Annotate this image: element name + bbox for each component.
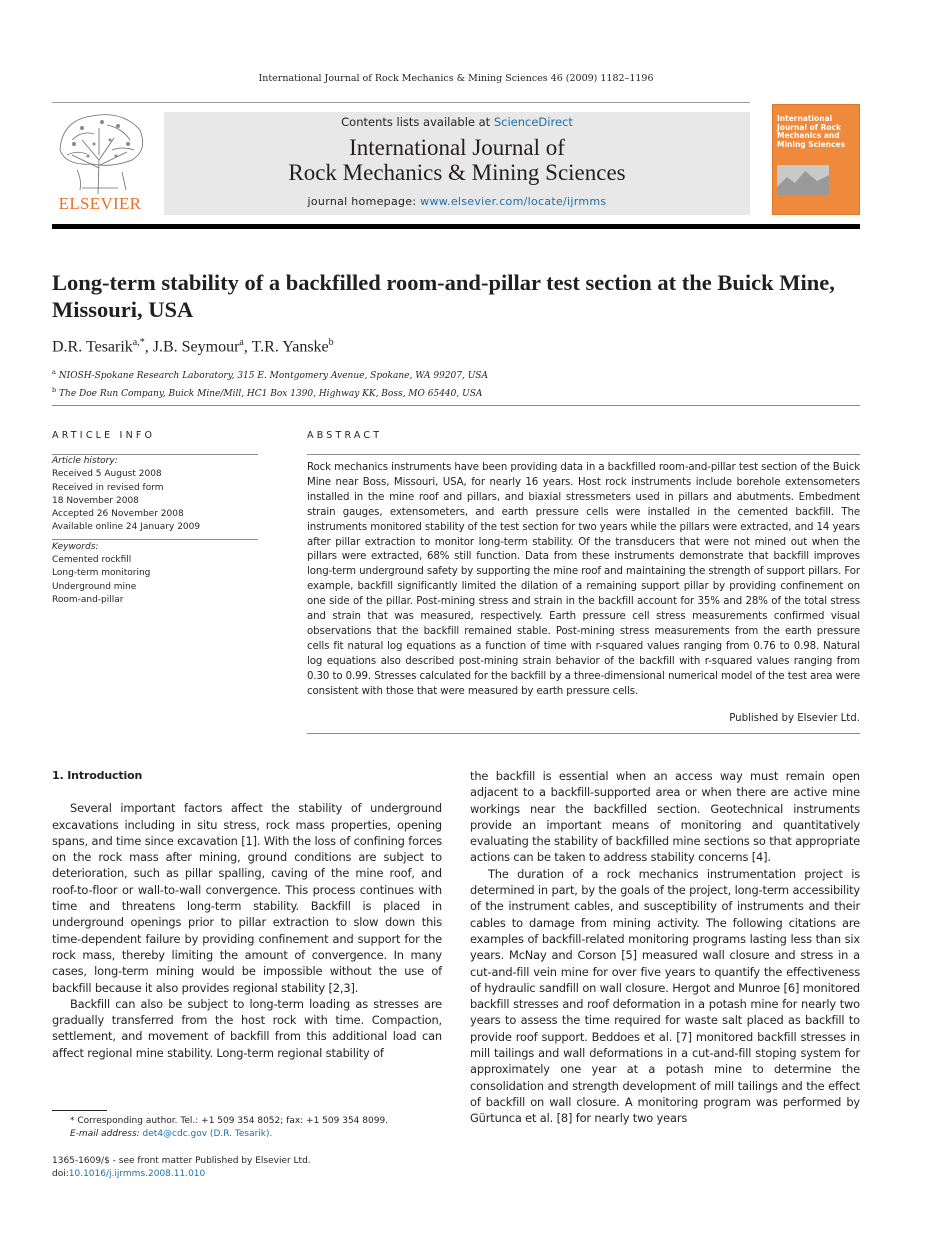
- affiliation-text: The Doe Run Company, Buick Mine/Mill, HC1 Box 1390, Highway KK, Boss, MO 65440, USA: [59, 388, 483, 399]
- journal-name: [164, 135, 750, 185]
- affiliations: [52, 366, 488, 401]
- author-affiliation-marker[interactable]: b: [328, 337, 334, 348]
- contents-prefix: Contents lists available at: [341, 115, 491, 129]
- section-heading-introduction: 1. Introduction: [52, 769, 143, 782]
- author-affiliation-marker[interactable]: a: [239, 337, 244, 348]
- title-section-divider: [52, 405, 860, 406]
- history-item: Accepted 26 November 2008: [52, 509, 184, 520]
- affiliation-item: [52, 384, 488, 402]
- author-email-link[interactable]: det4@cdc.gov (D.R. Tesarik).: [142, 1129, 273, 1139]
- history-item: Available online 24 January 2009: [52, 522, 201, 533]
- author-affiliation-marker[interactable]: a,*: [132, 337, 145, 348]
- footnote-contact: * Corresponding author. Tel.: +1 509 354 8052; fax: +1 509 354 8099.: [70, 1116, 389, 1126]
- footnote-rule: [52, 1110, 107, 1111]
- keyword-item: Underground mine: [52, 581, 137, 592]
- email-label: E-mail address:: [70, 1129, 140, 1139]
- history-item: Received in revised form: [52, 482, 164, 493]
- article-info-panel: [52, 455, 258, 607]
- cover-title: International Journal of Rock Mechanics and Mining Sciences: [777, 114, 846, 149]
- body-paragraph: the backfill is essential when an access way must remain open adjacent to a backfill-supported area or when there are active mine workings near the backfilled section. Geotechnical instruments provide an important means of monitoring and quantitatively evaluating the stability of backfilled mine sections so that appropriate actions can be taken to address stability concerns [4].: [470, 769, 860, 865]
- body-paragraph: Several important factors affect the stability of underground excavations including in situ stress, rock mass properties, opening spans, and time since excavation [1]. With the loss of confining forces on the rock mass after mining, ground conditions are subject to deterioration, such as pillar spalling, caving of the mine roof, and roof-to-floor or wall-to-wall convergence. This process continues with time and threatens long-term stability. Backfill is placed in underground openings prior to pillar extraction to slow down this time-dependent failure by providing confinement and support for the rock mass, thereby limiting the amount of convergence. In many cases, long-term mining would be impossible without the use of backfill because it also provides regional stability [2,3].: [52, 801, 442, 995]
- header-divider: [52, 102, 750, 103]
- body-paragraph: The duration of a rock mechanics instrumentation project is determined in part, by the goals of the project, long-term accessibility of the instrument cables, and susceptibility of instruments and their cables to damage from mining activity. The following citations are examples of backfill-related monitoring programs lasting less than six years. McNay and Corson [5] measured wall closure and stress in a cut-and-fill vein mine for over five years to quantify the effectiveness of hydraulic sandfill on wall closure. Hergot and Munroe [6] monitored backfill stresses and roof deformation in a potash mine for nearly two years to assess the time required for waste salt placed as backfill to provide roof support. Beddoes et al. [7] monitored backfill stresses in mill tailings and wall deformations in a cut-and-fill stoping system for approximately one year at a potash mine to determine the consolidation and strength development of mill tailings and the effect of backfill on wall closure. A monitoring program was performed by Gürtunca et al. [8] for nearly two years: [470, 866, 860, 1126]
- journal-cover-thumbnail[interactable]: [772, 104, 860, 215]
- keywords-label: Keywords:: [52, 541, 99, 552]
- history-label: Article history:: [52, 456, 118, 466]
- abstract-top-rule: [307, 454, 860, 455]
- author-name[interactable]: T.R. Yanske: [251, 338, 329, 356]
- affiliation-marker: a: [52, 368, 56, 376]
- keyword-item: Cemented rockfill: [52, 555, 132, 566]
- journal-masthead: [52, 104, 860, 216]
- doi-link[interactable]: 10.1016/j.ijrmms.2008.11.010: [68, 1169, 206, 1179]
- body-paragraph: Backfill can also be subject to long-term loading as stresses are gradually transferred from the host rock with time. Compaction, settlement, and movement of backfill from this additional load can affect regional mine stability. Long-term regional stability of: [52, 996, 442, 1060]
- affiliation-text: NIOSH-Spokane Research Laboratory, 315 E. Montgomery Avenue, Spokane, WA 99207, USA: [58, 371, 488, 381]
- journal-name-line1: International Journal of: [349, 135, 565, 160]
- doi-label: doi:: [52, 1169, 69, 1179]
- homepage-line: [164, 195, 750, 208]
- journal-homepage-link[interactable]: www.elsevier.com/locate/ijrmms: [420, 195, 607, 208]
- contents-line: [164, 115, 750, 129]
- published-by: Published by Elsevier Ltd.: [729, 713, 860, 724]
- running-head: International Journal of Rock Mechanics & Mining Sciences 46 (2009) 1182–1196: [258, 73, 654, 84]
- journal-name-line2: Rock Mechanics & Mining Sciences: [288, 160, 626, 185]
- issn-line: 1365-1609/$ - see front matter Published by Elsevier Ltd.: [52, 1156, 311, 1166]
- affiliation-marker: b: [52, 385, 57, 394]
- homepage-prefix: journal homepage:: [307, 195, 417, 208]
- sciencedirect-link[interactable]: ScienceDirect: [493, 115, 573, 129]
- masthead-bottom-rule: [52, 224, 860, 229]
- keyword-item: Room-and-pillar: [52, 594, 124, 605]
- journal-banner: [164, 112, 750, 215]
- author-list: D.R. Tesarik$^{a,*}$, J.B. Seymour$^a$, T.R. Yanske$^b$: [52, 337, 334, 356]
- article-info-heading: ARTICLE INFO: [52, 430, 156, 441]
- affiliation-item: [52, 366, 488, 384]
- abstract-heading: ABSTRACT: [307, 430, 383, 441]
- body-right-column: [470, 768, 860, 1127]
- body-left-column: [52, 768, 442, 1061]
- cover-rock-icon: [777, 165, 829, 195]
- abstract-text: Rock mechanics instruments have been providing data in a backfilled room-and-pillar test section of the Buick Mine near Boss, Missouri, USA, for nearly 16 years. Host rock instruments include borehole extensometers installed in the mine roof and pillars, and biaxial stressmeters used in pillars and abutments. Embedment strain gauges, extensometers, and earth pressure cells were installed in the cemented backfill. The instruments monitored stability of the test section for two years while the pillars were extracted, and 14 years after pillar extraction to monitor long-term stability. Of the transducers that were not mined out when the pillars were extracted, 68% still function. Data from these instruments demonstrate that backfill improves long-term underground safety by supporting the mine roof and maintaining the strength of support pillars. For example, backfill significantly limited the dilation of a remaining support pillar by providing confinement on one side of the pillar. Post-mining stress and strain in the backfill account for 35% and 28% of the total stress and strain that was measured, respectively. Earth pressure cell stress measurements confirmed visual observations that the backfill remained stable. Post-mining stress measurements from the earth pressure cells fit natural log equations as a function of time with r-squared values ranging from 0.76 to 0.98. Natural log equations also described post-mining strain behavior of the backfill with r-squared values ranging from 0.30 to 0.99. Stresses calculated for the backfill by a three-dimensional numerical model of the test area were consistent with those that were measured by earth pressure cells.: [307, 462, 860, 697]
- cover-image: [777, 165, 829, 195]
- abstract-bottom-rule: [307, 733, 860, 734]
- keywords-divider: [52, 539, 258, 540]
- elsevier-tree-logo: [52, 110, 148, 214]
- keyword-item: Long-term monitoring: [52, 568, 151, 579]
- corresponding-author-footnote: [52, 1115, 452, 1141]
- footnote-email-line: [52, 1128, 452, 1141]
- article-title: Long-term stability of a backfilled room-and-pillar test section at the Buick Mine, Missouri, USA: [52, 270, 835, 322]
- doi-line: [52, 1168, 311, 1181]
- author-name[interactable]: D.R. Tesarik: [52, 338, 133, 356]
- history-item: Received 5 August 2008: [52, 469, 162, 480]
- elsevier-wordmark: ELSEVIER: [58, 194, 142, 213]
- history-item: 18 November 2008: [52, 495, 139, 506]
- issn-doi-block: [52, 1155, 311, 1181]
- author-name[interactable]: J.B. Seymour: [152, 338, 240, 356]
- tree-icon: [52, 110, 148, 194]
